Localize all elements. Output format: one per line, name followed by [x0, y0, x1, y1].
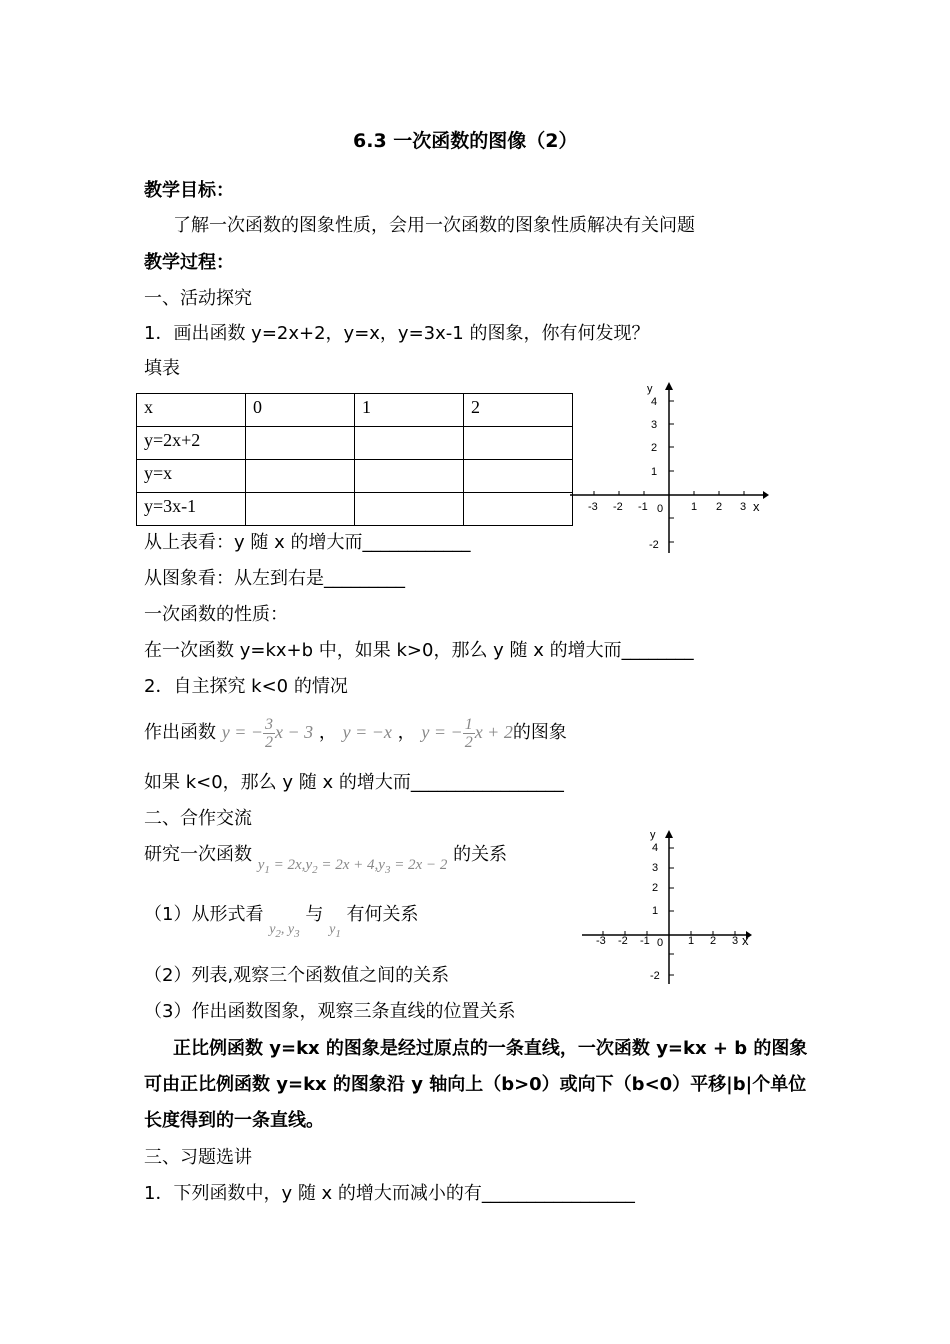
study-suffix: 的关系	[453, 844, 508, 865]
table-cell: y=3x-1	[137, 493, 246, 526]
exercise-heading: 三、习题选讲	[144, 1147, 252, 1168]
separator: ，	[397, 722, 416, 743]
table-cell	[464, 493, 573, 526]
var-y: y	[287, 922, 295, 937]
x-tick-label: 0	[657, 503, 664, 515]
x-tick-label: 2	[710, 935, 717, 947]
x-tick-label: 0	[657, 937, 664, 949]
expr: = 2x − 2	[390, 857, 448, 873]
formula-3-denominator: 2	[464, 733, 473, 751]
var-y: y	[329, 922, 336, 937]
table-cell	[464, 460, 573, 493]
study-line	[144, 843, 508, 876]
draw-prefix: 作出函数	[144, 722, 216, 743]
sub1-prefix: （1）从形式看	[144, 904, 264, 925]
subscript: 1	[335, 928, 341, 940]
formula-1-denominator: 2	[265, 733, 274, 751]
page-title: 6.3 一次函数的图像（2）	[353, 130, 578, 152]
formula-3-fraction	[463, 716, 475, 751]
formula-3-numerator: 1	[464, 715, 473, 733]
formula-2: y = −x	[342, 722, 392, 742]
sub-question-2: （2）列表,观察三个函数值之间的关系	[144, 965, 450, 986]
process-heading: 教学过程：	[144, 252, 234, 273]
cooperation-heading: 二、合作交流	[144, 808, 252, 829]
formula-1-numerator: 3	[265, 715, 274, 733]
table-cell: y=2x+2	[137, 427, 246, 460]
table-header-cell: 0	[246, 394, 355, 427]
table-cell	[355, 460, 464, 493]
sub1-vars-a	[269, 922, 300, 940]
sub-question-3: （3）作出函数图象，观察三条直线的位置关系	[144, 1001, 516, 1022]
y-tick-label: 3	[651, 419, 658, 431]
table-header-cell: 1	[355, 394, 464, 427]
sub1-vars-b	[329, 922, 341, 940]
formula-1-rhs: x − 3	[275, 722, 314, 742]
separator: ，	[318, 722, 337, 743]
x-axis-label: x	[753, 499, 760, 514]
x-axis-label: x	[742, 933, 749, 948]
comma: ,	[280, 922, 288, 937]
table-row	[137, 493, 573, 526]
table-header-cell: x	[137, 394, 246, 427]
x-tick-label: 1	[688, 935, 695, 947]
y-tick-label: 2	[652, 882, 659, 894]
var-y: y	[305, 857, 313, 873]
question-2-draw	[144, 712, 567, 753]
x-tick-label: 3	[740, 501, 747, 513]
observation-graph: 从图象看：从左到右是_________	[144, 568, 405, 589]
subscript: 1	[264, 864, 270, 876]
x-axis-arrow	[763, 491, 769, 499]
study-functions	[257, 857, 448, 876]
subscript: 3	[384, 864, 391, 876]
question-1: 1．画出函数 y=2x+2，y=x，y=3x-1 的图象，你有何发现？	[144, 323, 650, 344]
table-header-row	[137, 394, 573, 427]
y-tick-label: -2	[650, 970, 660, 982]
property-heading: 一次函数的性质：	[144, 604, 288, 625]
formula-3-lhs: y = −	[421, 722, 463, 742]
x-tick-label: -2	[618, 935, 628, 947]
fill-table-label: 填表	[144, 358, 180, 379]
x-tick-label: 3	[732, 935, 739, 947]
y-tick-label: 2	[651, 442, 658, 454]
y-axis-label: y	[650, 829, 656, 841]
study-prefix: 研究一次函数	[144, 844, 252, 865]
coordinate-axes-1	[565, 378, 775, 558]
table-cell	[246, 460, 355, 493]
x-tick-label: -1	[638, 501, 648, 513]
x-tick-label: -1	[640, 935, 650, 947]
exercise-1: 1．下列函数中，y 随 x 的增大而减小的有_________________	[144, 1183, 635, 1204]
formula-1-lhs: y = −	[221, 722, 264, 742]
table-header-cell: 2	[464, 394, 573, 427]
y-tick-label: 1	[651, 466, 658, 478]
value-table	[136, 393, 573, 526]
formula-3-rhs: x + 2	[474, 722, 513, 742]
x-tick-label: -3	[596, 935, 606, 947]
goal-heading: 教学目标：	[144, 180, 234, 201]
table-cell	[464, 427, 573, 460]
y-axis-arrow	[665, 830, 673, 838]
y-axis-arrow	[665, 382, 673, 390]
subscript: 3	[294, 928, 300, 940]
y-tick-label: 4	[652, 842, 659, 854]
table-cell	[246, 493, 355, 526]
sub1-suffix: 有何关系	[346, 904, 419, 925]
property-text: 在一次函数 y=kx+b 中，如果 k>0，那么 y 随 x 的增大而________	[144, 640, 694, 661]
x-tick-label: 1	[691, 501, 698, 513]
y-tick-label: 4	[651, 396, 658, 408]
conclusion-line-1: 正比例函数 y=kx 的图象是经过原点的一条直线，一次函数 y=kx + b 的图象	[173, 1038, 808, 1059]
table-cell: y=x	[137, 460, 246, 493]
question-2: 2．自主探究 k<0 的情况	[144, 676, 348, 697]
goal-text: 了解一次函数的图象性质，会用一次函数的图象性质解决有关问题	[173, 215, 695, 236]
question-2-result: 如果 k<0，那么 y 随 x 的增大而_________________	[144, 772, 564, 793]
conclusion-line-3: 长度得到的一条直线。	[144, 1110, 324, 1131]
subscript: 2	[312, 864, 318, 876]
table-cell	[355, 427, 464, 460]
table-cell	[355, 493, 464, 526]
coordinate-axes-2	[578, 826, 758, 986]
y-tick-label: 1	[652, 905, 659, 917]
y-tick-label: 3	[652, 862, 659, 874]
table-cell	[246, 427, 355, 460]
var-y: y	[378, 857, 385, 873]
expr: = 2x + 4,	[317, 857, 379, 873]
observation-table: 从上表看：y 随 x 的增大而____________	[144, 532, 471, 553]
var-y: y	[269, 922, 276, 937]
expr: = 2x,	[269, 857, 306, 873]
x-tick-label: -2	[613, 501, 623, 513]
formula-1-fraction	[263, 716, 275, 751]
sub1-mid: 与	[305, 904, 324, 925]
sub-question-1	[144, 903, 419, 940]
conclusion-line-2: 可由正比例函数 y=kx 的图象沿 y 轴向上（b>0）或向下（b<0）平移|b|个单位	[144, 1074, 807, 1095]
draw-suffix: 的图象	[512, 722, 567, 743]
table-row	[137, 427, 573, 460]
table-row	[137, 460, 573, 493]
y-tick-label: -2	[649, 539, 659, 551]
activity-heading: 一、活动探究	[144, 288, 252, 309]
x-tick-label: 2	[716, 501, 723, 513]
x-tick-label: -3	[588, 501, 598, 513]
subscript: 2	[275, 928, 281, 940]
var-y: y	[257, 857, 265, 873]
y-axis-label: y	[647, 383, 653, 395]
